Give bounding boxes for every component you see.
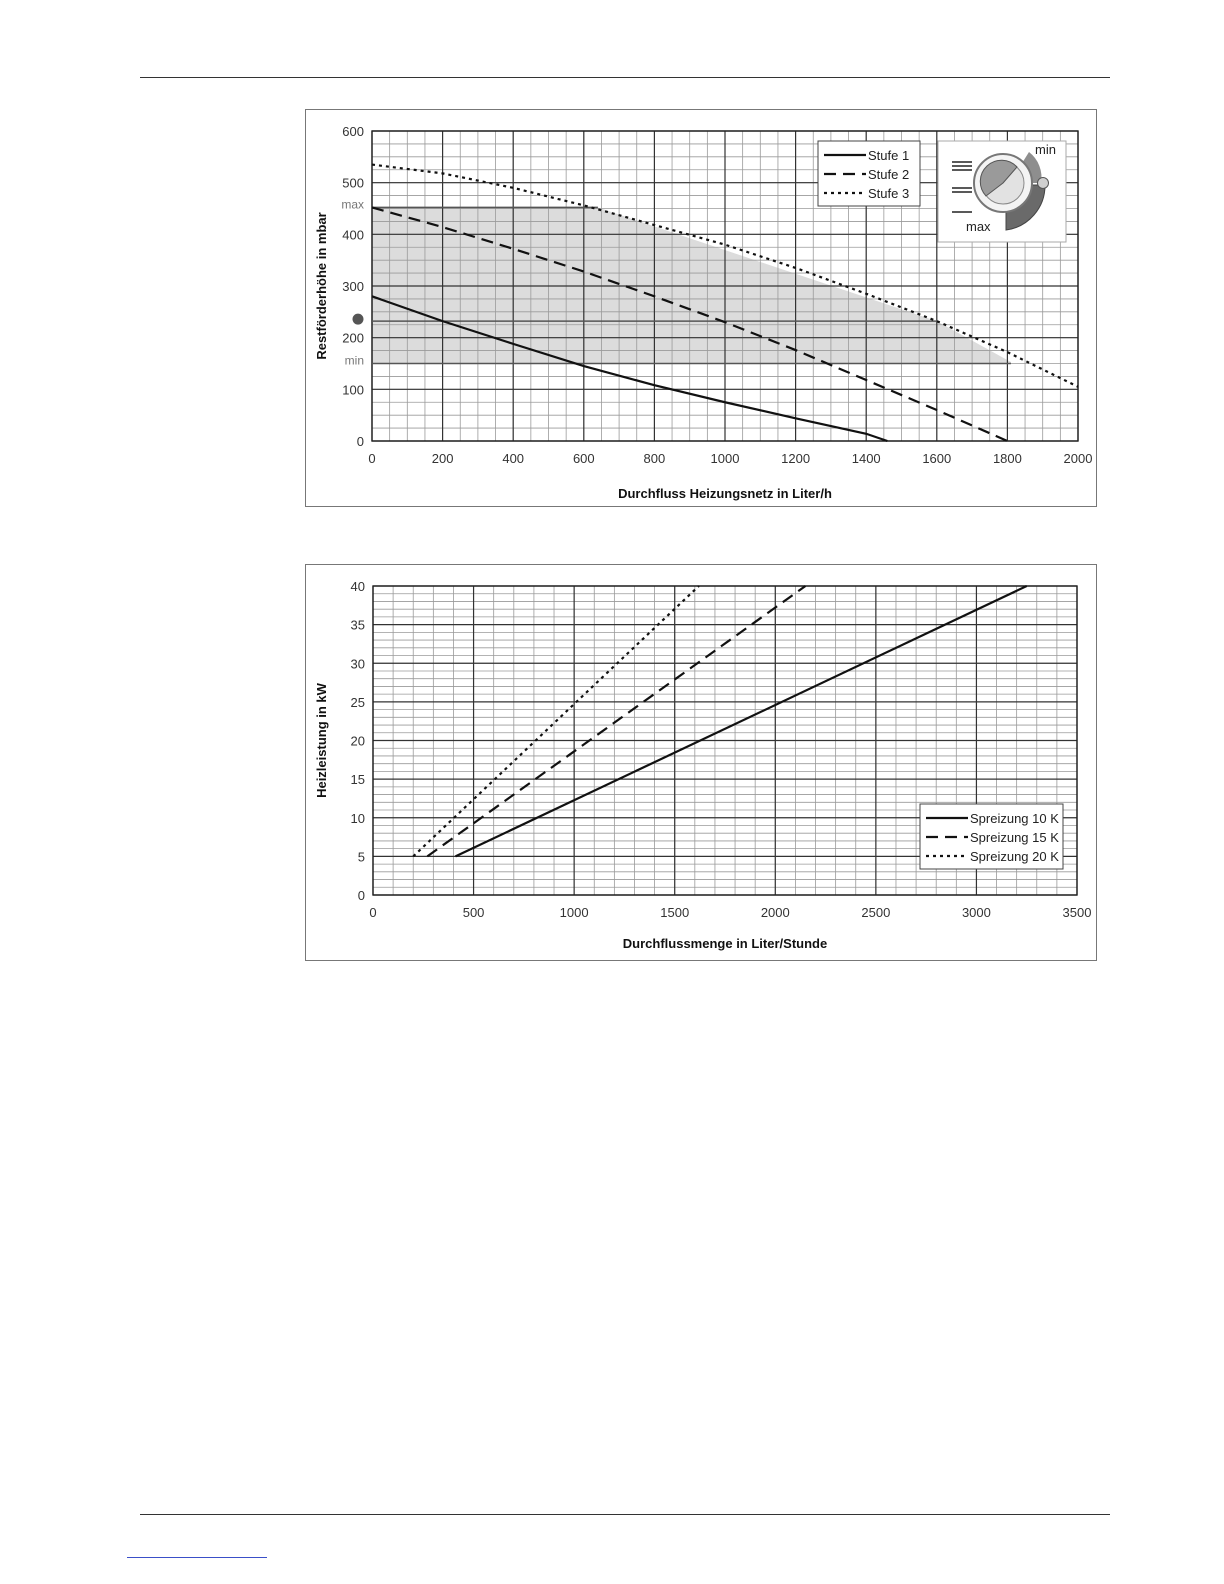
y-tick-label: 300 bbox=[342, 279, 364, 294]
y-axis-label: Restförderhöhe in mbar bbox=[314, 212, 329, 360]
x-tick-label: 1500 bbox=[660, 905, 690, 920]
y-tick-label: 5 bbox=[357, 849, 365, 865]
pump-head-chart-svg bbox=[306, 110, 1096, 506]
legend-label-3: Stufe 3 bbox=[868, 186, 910, 201]
y-tick-label: 30 bbox=[350, 656, 365, 672]
legend bbox=[920, 804, 1063, 869]
x-tick-label: 1000 bbox=[559, 905, 589, 920]
x-tick-label: 3500 bbox=[1062, 905, 1092, 920]
y-tick-label: 25 bbox=[350, 694, 365, 710]
x-tick-label: 0 bbox=[368, 451, 376, 466]
x-tick-label: 1200 bbox=[781, 451, 811, 466]
y-tick-label: 0 bbox=[356, 434, 364, 449]
x-tick-label: 3000 bbox=[961, 905, 991, 920]
dial-min-label: min bbox=[1035, 142, 1056, 157]
x-tick-label: 1800 bbox=[992, 451, 1022, 466]
x-tick-label: 1400 bbox=[851, 451, 881, 466]
x-axis-label: Durchflussmenge in Liter/Stunde bbox=[622, 936, 828, 951]
x-tick-label: 200 bbox=[431, 451, 454, 466]
y-tick-label: 400 bbox=[342, 227, 364, 243]
x-tick-label: 400 bbox=[502, 451, 525, 466]
x-tick-label: 2000 bbox=[760, 905, 790, 920]
x-tick-label: 600 bbox=[572, 451, 595, 466]
heating-power-chart-svg bbox=[306, 565, 1096, 960]
y-tick-label: 100 bbox=[342, 382, 364, 398]
x-tick-label: 500 bbox=[462, 905, 485, 920]
y-tick-label: 15 bbox=[350, 772, 365, 788]
heating-power-chart bbox=[305, 564, 1097, 961]
dial-max-label: max bbox=[966, 219, 991, 234]
y-tick-label: 200 bbox=[342, 330, 364, 346]
x-tick-label: 1600 bbox=[922, 451, 952, 466]
x-tick-label: 2500 bbox=[861, 905, 891, 920]
pump-dial-inset bbox=[938, 141, 1066, 242]
x-tick-label: 800 bbox=[643, 451, 666, 466]
header-rule bbox=[140, 77, 1110, 78]
y-tick-label: 600 bbox=[342, 124, 364, 139]
legend bbox=[818, 141, 920, 206]
y-tick-label: 10 bbox=[350, 810, 365, 826]
y-tick-label: 500 bbox=[342, 175, 364, 191]
y-tick-label: 35 bbox=[350, 617, 365, 633]
legend-label-1: Stufe 1 bbox=[868, 148, 910, 163]
y-tick-label: 40 bbox=[350, 579, 365, 594]
legend-label-2: Spreizung 15 K bbox=[970, 830, 1059, 845]
y-tick-label: 0 bbox=[357, 888, 365, 903]
y-tick-label: 20 bbox=[350, 733, 365, 749]
legend-label-3: Spreizung 20 K bbox=[970, 849, 1059, 864]
x-tick-label: 2000 bbox=[1063, 451, 1093, 466]
legend-label-1: Spreizung 10 K bbox=[970, 811, 1059, 826]
footer-link-underline[interactable] bbox=[127, 1557, 267, 1558]
legend-label-2: Stufe 2 bbox=[868, 167, 910, 182]
pump-head-chart bbox=[305, 109, 1097, 507]
x-axis-label: Durchfluss Heizungsnetz in Liter/h bbox=[618, 486, 832, 501]
footer-rule bbox=[140, 1514, 1110, 1515]
reference-label-max: max bbox=[341, 197, 364, 212]
reference-label-min: min bbox=[344, 353, 364, 368]
y-axis-label: Heizleistung in kW bbox=[314, 683, 329, 798]
x-tick-label: 0 bbox=[369, 905, 377, 920]
dial-handle bbox=[1038, 178, 1049, 189]
setting-marker-dot bbox=[353, 314, 364, 325]
x-tick-label: 1000 bbox=[710, 451, 740, 466]
